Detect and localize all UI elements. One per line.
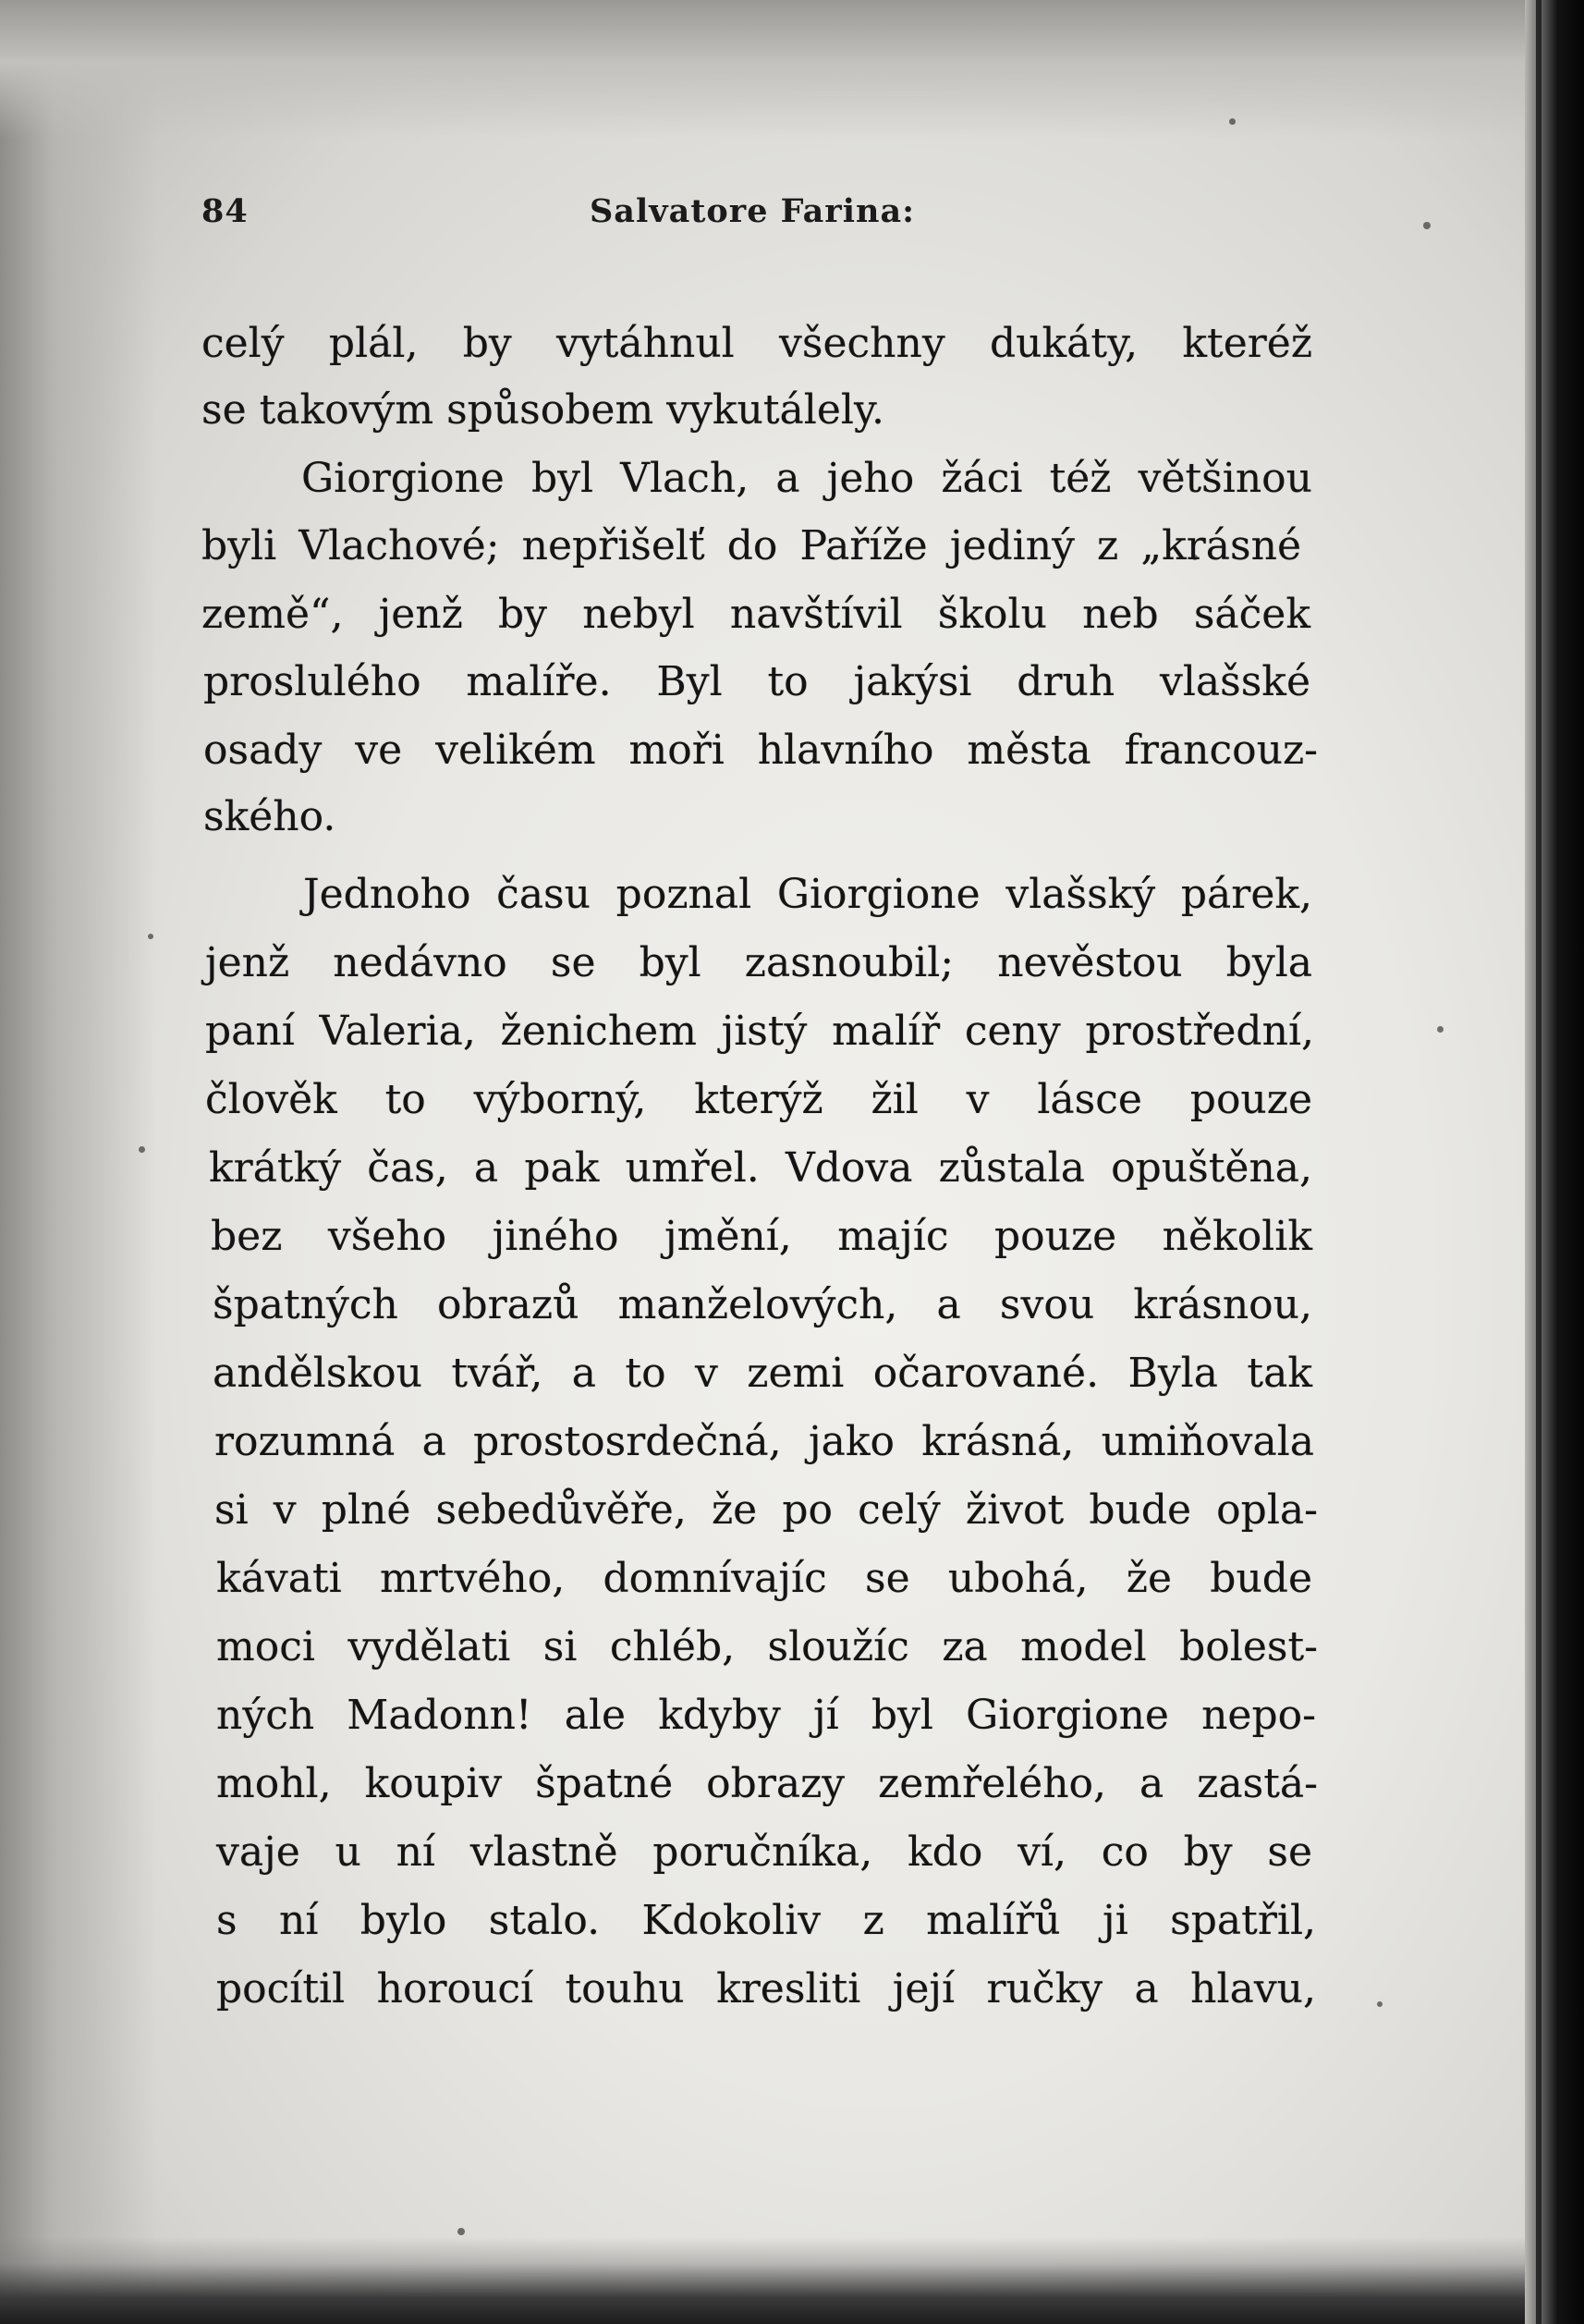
text-line: země“, jenž by nebyl navštívil školu neb sáček (201, 591, 1310, 638)
text-line: jenž nedávno se byl zasnoubil; nevěstou byla (205, 939, 1312, 986)
text-line: Jednoho času poznal Giorgione vlašský párek, (303, 871, 1312, 918)
text-line: ných Madonn! ale kdyby jí byl Giorgione nepo- (216, 1692, 1316, 1739)
running-title: Salvatore Farina: (590, 192, 916, 230)
text-line: člověk to výborný, kterýž žil v lásce pouze (205, 1076, 1312, 1123)
text-line: si v plné sebedůvěře, že po celý život bude opla- (214, 1486, 1318, 1534)
text-line: andělskou tvář, a to v zemi očarované. Byla tak (213, 1350, 1312, 1397)
text-line: bez všeho jiného jmění, majíc pouze několik (211, 1213, 1312, 1260)
text-line: pocítil horoucí touhu kresliti její ručky a hlavu, (216, 1965, 1316, 2012)
text-line: osady ve velikém moři hlavního města francouz- (203, 727, 1318, 774)
text-line: paní Valeria, ženichem jistý malíř ceny prostřední, (205, 1008, 1314, 1055)
text-line: s ní bylo stalo. Kdokoliv z malířů ji spatřil, (216, 1897, 1316, 1944)
text-line: Giorgione byl Vlach, a jeho žáci též většinou (301, 455, 1312, 502)
text-line: vaje u ní vlastně poručníka, kdo ví, co by se (216, 1829, 1312, 1876)
text-line: špatných obrazů manželových, a svou krásnou, (213, 1281, 1312, 1328)
text-line: byli Vlachové; nepřišelť do Paříže jediný z „krásné (201, 522, 1301, 569)
text-line: ského. (203, 793, 336, 840)
text-line: mohl, koupiv špatné obrazy zemřelého, a zastá- (216, 1760, 1318, 1807)
text-line: rozumná a prostosrdečná, jako krásná, umiňovala (214, 1418, 1314, 1465)
page-number: 84 (201, 192, 249, 230)
text-line: se takovým spůsobem vykutálely. (201, 386, 884, 434)
text-line: krátký čas, a pak umřel. Vdova zůstala opuštěna, (209, 1144, 1312, 1192)
text-line: moci vydělati si chléb, sloužíc za model bolest- (216, 1623, 1318, 1670)
text-line: proslulého malíře. Byl to jakýsi druh vlašské (203, 658, 1310, 705)
text-line: kávati mrtvého, domnívajíc se ubohá, že bude (216, 1555, 1312, 1602)
text-line: celý plál, by vytáhnul všechny dukáty, kteréž (201, 320, 1312, 367)
